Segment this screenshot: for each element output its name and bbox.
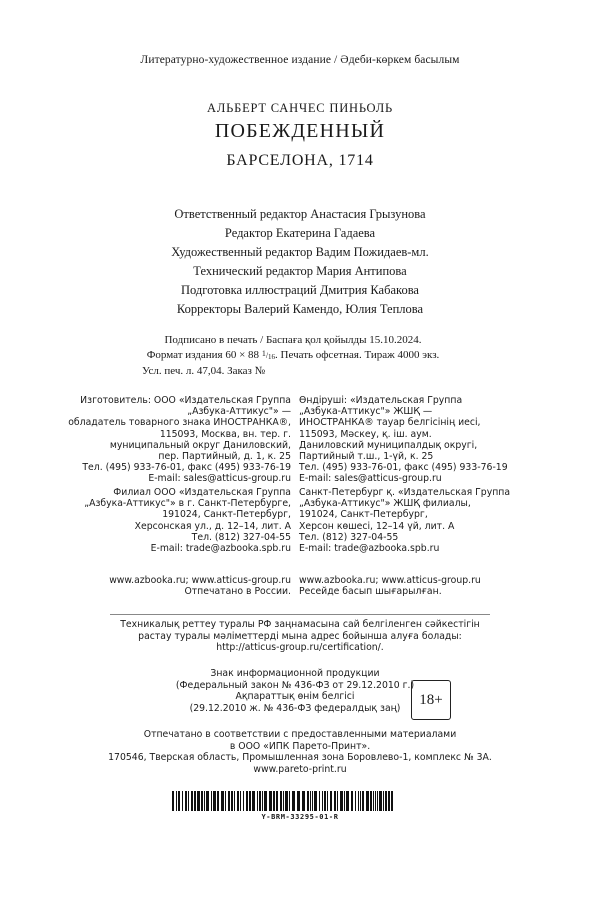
manufacturer-ru-line: Изготовитель: ООО «Издательская Группа bbox=[80, 395, 291, 406]
editorial-credits bbox=[0, 205, 600, 319]
credit-line: Корректоры Валерий Камендо, Юлия Теплова bbox=[176, 302, 424, 316]
manufacturer-kz-line: Өндіруші: «Издательская Группа bbox=[299, 395, 463, 406]
branch-kz-line: Херсон көшесі, 12–14 үй, лит. А bbox=[299, 520, 455, 532]
certification-line: растау туралы мәліметтерді мына адрес бойынша алуға болады: bbox=[138, 630, 462, 642]
branch-ru-line: Херсонская ул., д. 12–14, лит. А bbox=[134, 520, 291, 532]
certification-note bbox=[0, 619, 600, 654]
manufacturer-ru bbox=[64, 395, 291, 485]
branch-kz-line: Тел. (812) 327-04-55 bbox=[299, 531, 399, 543]
branch-ru-line: Тел. (812) 327-04-55 bbox=[191, 531, 291, 543]
printer-line: Отпечатано в соответствии с предоставленными материалами bbox=[143, 729, 457, 740]
certification-line: http://atticus-group.ru/certification/. bbox=[216, 642, 384, 653]
barcode bbox=[172, 791, 394, 811]
manufacturer-ru-line: муниципальный округ Даниловский, bbox=[109, 439, 291, 451]
web-kz bbox=[299, 575, 531, 597]
credit-line: Подготовка иллюстраций Дмитрия Кабакова bbox=[180, 283, 419, 297]
manufacturer-kz-line: E-mail: sales@atticus-group.ru bbox=[299, 473, 442, 485]
printer-line: 170546, Тверская область, Промышленная зона Боровлево-1, комплекс № 3А. bbox=[108, 752, 492, 763]
info-mark-line: Знак информационной продукции bbox=[210, 668, 380, 679]
web-kz-line: Ресейде басып шығарылған. bbox=[299, 586, 442, 598]
manufacturer-ru-line: „Азбука-Аттикус"» — bbox=[187, 406, 291, 418]
book-title: ПОБЕЖДЕННЫЙ bbox=[214, 120, 386, 142]
web-kz-line: www.azbooka.ru; www.atticus-group.ru bbox=[299, 575, 481, 586]
manufacturer-ru-line: Тел. (495) 933-76-01, факс (495) 933-76-19 bbox=[82, 462, 291, 474]
book-subtitle: БАРСЕЛОНА, 1714 bbox=[226, 152, 374, 169]
credit-line: Технический редактор Мария Антипова bbox=[193, 264, 407, 278]
web-ru-line: Отпечатано в России. bbox=[184, 586, 291, 598]
printer-line: в ООО «ИПК Парето-Принт». bbox=[229, 740, 371, 752]
branch-kz-line: Санкт-Петербург қ. «Издательская Группа bbox=[299, 487, 511, 498]
branch-ru-line: Филиал ООО «Издательская Группа bbox=[113, 487, 291, 498]
edition-type-header: Литературно-художественное издание / Әдеби-көркем басылым bbox=[140, 54, 460, 66]
manufacturer-kz-line: 115093, Мәскеу, қ. іш. аум. bbox=[299, 428, 432, 440]
manufacturer-kz-line: ИНОСТРАНКА® тауар белгісінің иесі, bbox=[299, 417, 481, 429]
manufacturer-kz-line: Тел. (495) 933-76-01, факс (495) 933-76-19 bbox=[299, 462, 508, 474]
manufacturer-ru-line: пер. Партийный, д. 1, к. 25 bbox=[158, 451, 291, 463]
web-ru-line: www.azbooka.ru; www.atticus-group.ru bbox=[109, 575, 291, 586]
branch-kz-line: „Азбука-Аттикус"» ЖШҚ филиалы, bbox=[299, 498, 471, 510]
credit-line: Художественный редактор Вадим Пожидаев-мл. bbox=[171, 245, 429, 259]
branch-ru bbox=[64, 487, 291, 554]
manufacturer-ru-line: 115093, Москва, вн. тер. г. bbox=[159, 428, 291, 440]
section-divider bbox=[110, 614, 490, 615]
credit-line: Ответственный редактор Анастасия Грызунова bbox=[174, 207, 426, 221]
manufacturer-kz-line: Партийный т.ш., 1-үй, к. 25 bbox=[299, 451, 434, 463]
barcode-number: Y-BRM-33295-01-R bbox=[261, 813, 339, 821]
info-mark-line: (29.12.2010 ж. № 436-ФЗ федералдық заң) bbox=[189, 702, 401, 714]
info-mark-line: Ақпараттық өнім белгісі bbox=[235, 691, 355, 702]
manufacturer-kz-line: Даниловский муниципалдық округі, bbox=[299, 439, 478, 451]
manufacturer-kz-line: „Азбука-Аттикус"» ЖШҚ — bbox=[299, 406, 433, 418]
manufacturer-kz bbox=[299, 395, 531, 485]
print-info bbox=[128, 333, 458, 379]
printer-info bbox=[0, 729, 600, 775]
age-rating-badge: 18+ bbox=[411, 680, 451, 720]
credit-line: Редактор Екатерина Гадаева bbox=[224, 226, 376, 240]
branch-ru-line: 191024, Санкт-Петербург, bbox=[162, 509, 291, 521]
branch-kz-line: E-mail: trade@azbooka.spb.ru bbox=[299, 543, 440, 555]
print-signed-date: Подписано в печать / Баспаға қол қойылды 15.10.2024. bbox=[164, 334, 422, 346]
certification-line: Техникалық реттеу туралы РФ заңнамасына сай белгіленген сәйкестігін bbox=[120, 619, 480, 630]
web-ru bbox=[64, 575, 291, 597]
branch-kz bbox=[299, 487, 531, 554]
book-author: АЛЬБЕРТ САНЧЕС ПИНЬОЛЬ bbox=[207, 101, 393, 115]
manufacturer-ru-line: обладатель товарного знака ИНОСТРАНКА®, bbox=[68, 417, 291, 429]
branch-ru-line: „Азбука-Аттикус"» в г. Санкт-Петербурге, bbox=[84, 498, 291, 510]
printer-line: www.pareto-print.ru bbox=[253, 763, 347, 775]
info-mark-line: (Федеральный закон № 436-ФЗ от 29.12.2010 г.) bbox=[175, 679, 415, 691]
branch-ru-line: E-mail: trade@azbooka.spb.ru bbox=[150, 543, 291, 555]
print-format: Формат издания 60 × 88 1/16. Печать офсетная. Тираж 4000 экз. bbox=[146, 349, 440, 362]
branch-kz-line: 191024, Санкт-Петербург, bbox=[299, 509, 428, 521]
print-sheets: Усл. печ. л. 47,04. Заказ № bbox=[142, 365, 266, 378]
manufacturer-ru-line: E-mail: sales@atticus-group.ru bbox=[148, 473, 291, 485]
